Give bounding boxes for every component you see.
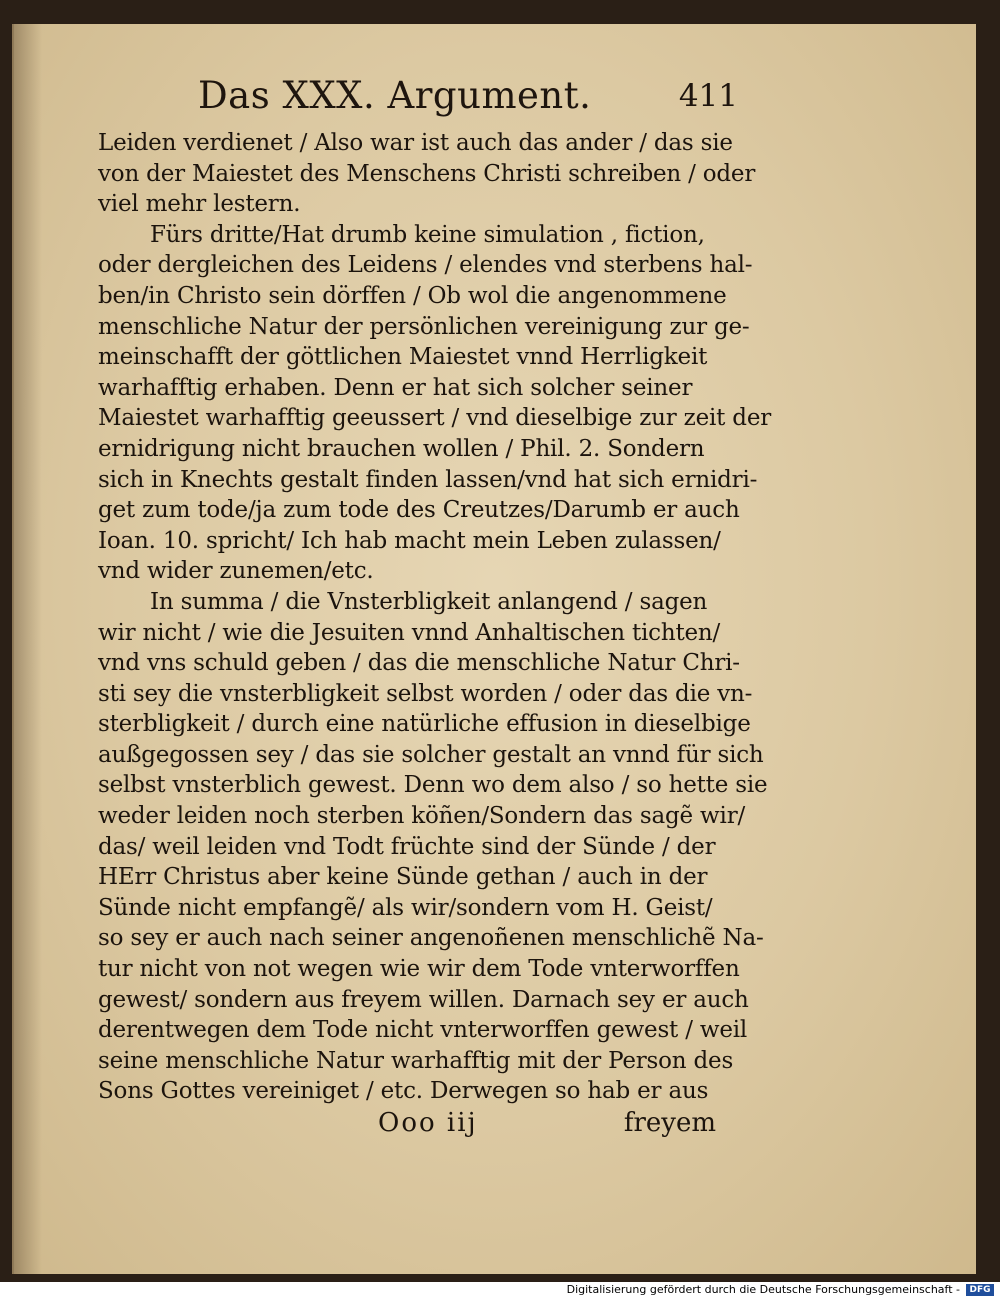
text-line: weder leiden noch sterben köñen/Sondern das sagẽ wir/ xyxy=(98,803,746,830)
running-title: Das XXX. Argument. xyxy=(198,74,592,117)
text-line: gewest/ sondern aus freyem willen. Darnach sey er auch xyxy=(98,986,749,1013)
body-text xyxy=(98,128,772,1107)
page-header xyxy=(198,74,738,124)
text-line: von der Maiestet des Menschens Christi schreiben / oder xyxy=(98,160,756,187)
text-line: ben/in Christo sein dörffen / Ob wol die angenommene xyxy=(98,282,727,309)
text-line: vnd vns schuld geben / das die menschliche Natur Chri- xyxy=(98,650,740,677)
text-line: Fürs dritte/Hat drumb keine simulation , fiction, xyxy=(150,221,705,248)
text-line: seine menschliche Natur warhafftig mit der Person des xyxy=(98,1047,734,1074)
text-line: oder dergleichen des Leidens / elendes vnd sterbens hal- xyxy=(98,252,753,279)
text-line: vnd wider zunemen/etc. xyxy=(98,558,374,585)
text-line: warhafftig erhaben. Denn er hat sich solcher seiner xyxy=(98,374,693,401)
text-line: sti sey die vnsterbligkeit selbst worden / oder das die vn- xyxy=(98,680,753,707)
credit-text: Digitalisierung gefördert durch die Deutsche Forschungsgemeinschaft - xyxy=(566,1283,960,1296)
page-number: 411 xyxy=(678,78,738,114)
text-line: ernidrigung nicht brauchen wollen / Phil. 2. Sondern xyxy=(98,435,705,462)
text-line: sich in Knechts gestalt finden lassen/vnd hat sich ernidri- xyxy=(98,466,758,493)
text-line: so sey er auch nach seiner angenoñenen menschlichẽ Na- xyxy=(98,925,764,952)
text-line: derentwegen dem Tode nicht vnterworffen gewest / weil xyxy=(98,1017,748,1044)
text-line: meinschafft der göttlichen Maiestet vnnd Herrligkeit xyxy=(98,344,708,371)
text-line: Sünde nicht empfangẽ/ als wir/sondern vom H. Geist/ xyxy=(98,894,713,921)
page-footer xyxy=(98,1108,738,1142)
catchword: freyem xyxy=(623,1108,716,1138)
text-line: menschliche Natur der persönlichen vereinigung zur ge- xyxy=(98,313,750,340)
text-line: viel mehr lestern. xyxy=(98,191,301,218)
text-line: In summa / die Vnsterbligkeit anlangend / sagen xyxy=(150,588,708,615)
text-line: get zum tode/ja zum tode des Creutzes/Darumb er auch xyxy=(98,497,740,524)
signature-mark: Ooo iij xyxy=(378,1108,478,1138)
text-line: außgegossen sey / das sie solcher gestalt an vnnd für sich xyxy=(98,741,764,768)
page-gutter-shadow xyxy=(12,24,42,1274)
text-line: selbst vnsterblich gewest. Denn wo dem also / so hette sie xyxy=(98,772,768,799)
text-line: das/ weil leiden vnd Todt früchte sind der Sünde / der xyxy=(98,833,716,860)
text-line: Sons Gottes vereiniget / etc. Derwegen so hab er aus xyxy=(98,1078,709,1105)
text-line: Ioan. 10. spricht/ Ich hab macht mein Leben zulassen/ xyxy=(98,527,721,554)
text-line: Maiestet warhafftig geeussert / vnd dieselbige zur zeit der xyxy=(98,405,772,432)
text-line: wir nicht / wie die Jesuiten vnnd Anhaltischen tichten/ xyxy=(98,619,721,646)
text-line: sterbligkeit / durch eine natürliche effusion in dieselbige xyxy=(98,711,751,738)
text-line: tur nicht von not wegen wie wir dem Tode vnterworffen xyxy=(98,956,740,983)
dfg-logo-icon: DFG xyxy=(966,1284,994,1296)
credit-bar xyxy=(0,1282,1000,1298)
text-line: HErr Christus aber keine Sünde gethan / auch in der xyxy=(98,864,708,891)
text-line: Leiden verdienet / Also war ist auch das ander / das sie xyxy=(98,130,733,156)
